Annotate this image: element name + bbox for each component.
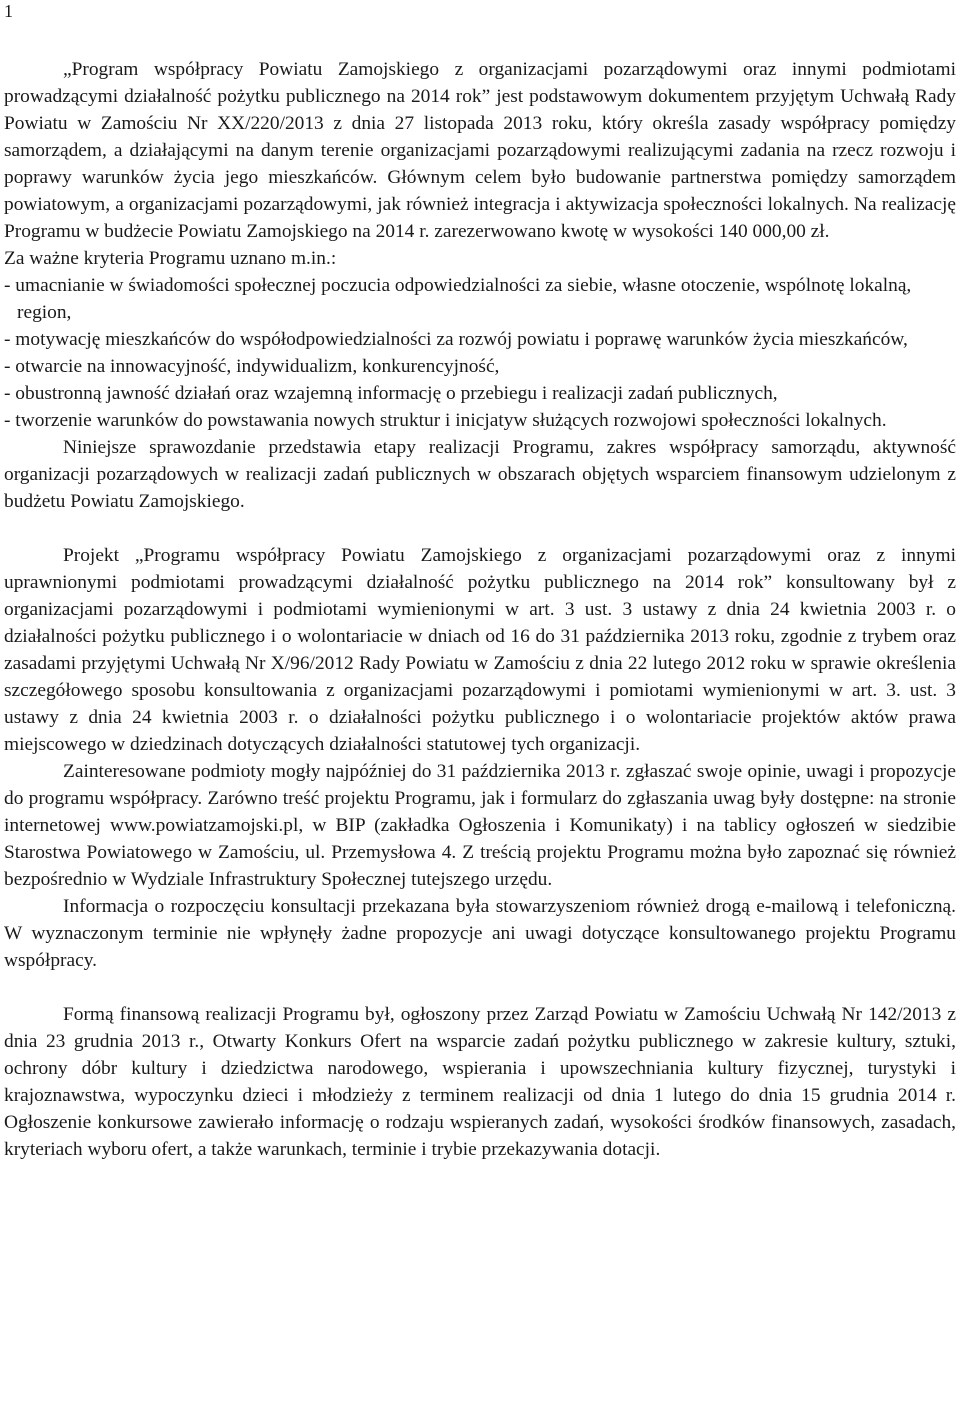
financing-paragraph: Formą finansową realizacji Programu był, ogłoszony przez Zarząd Powiatu w Zamościu Uchwałą Nr 142/2013 z dnia 23 grudnia 2013 r., Otwarty Konkurs Ofert na wsparcie zadań pożytku publicznego w zakresie kultury, sztuki, ochrony dóbr kultury i dziedzictwa narodowego, wspierania i upowszechniania kultury fizycznej, turystyki i krajoznawstwa, wypoczynku dzieci i młodzieży z terminem realizacji od dnia 1 lutego do dnia 15 grudnia 2014 r. Ogłoszenie konkursowe zawierało informację o rodzaju wspieranych zadań, wysokości środków finansowych, zasadach, kryteriach wyboru ofert, a także warunkach, terminie i trybie przekazywania dotacji. — [4, 1004, 956, 1160]
submissions-paragraph: Zainteresowane podmioty mogły najpóźniej do 31 października 2013 r. zgłaszać swoje opinie, uwagi i propozycje do programu współpracy. Zarówno treść projektu Programu, jak i formularz do zgłaszania uwag były dostępne: na stronie internetowej www.powiatzamojski.pl, w BIP (zakładka Ogłoszenia i Komunikaty) i na tablicy ogłoszeń w siedzibie Starostwa Powiatowego w Zamościu, ul. Przemysłowa 4. Z treścią projektu Programu można było zapoznać się również bezpośrednio w Wydziale Infrastruktury Społecznej tutejszego urzędu. — [4, 761, 956, 890]
document-body — [4, 56, 956, 1163]
page-number: 1 — [4, 1, 13, 21]
criteria-heading: Za ważne kryteria Programu uznano m.in.: — [4, 248, 337, 269]
criteria-item: - motywację mieszkańców do współodpowiedzialności za rozwój powiatu i poprawę warunków życia mieszkańców, — [4, 329, 908, 350]
consultation-paragraph: Projekt „Programu współpracy Powiatu Zamojskiego z organizacjami pozarządowymi oraz z innymi uprawnionymi podmiotami prowadzącymi działalność pożytku publicznego na 2014 rok” konsultowany był z organizacjami pozarządowymi i podmiotami wymienionymi w art. 3 ust. 3 ustawy z dnia 24 kwietnia 2003 r. o działalności pożytku publicznego i o wolontariacie w dniach od 16 do 31 października 2013 roku, zgodnie z trybem oraz zasadami przyjętymi Uchwałą Nr X/96/2012 Rady Powiatu w Zamościu z dnia 22 lutego 2012 roku w sprawie określenia szczegółowego sposobu konsultowania z organizacjami pozarządowymi i pomiotami wymienionymi w art. 3. ust. 3 ustawy z dnia 24 kwietnia 2003 r. o działalności pożytku publicznego i o wolontariacie projektów aktów prawa miejscowego w dziedzinach dotyczących działalności statutowej tych organizacji. — [4, 545, 956, 755]
intro-paragraph: „Program współpracy Powiatu Zamojskiego z organizacjami pozarządowymi oraz innymi podmiotami prowadzącymi działalność pożytku publicznego na 2014 rok” jest podstawowym dokumentem przyjętym Uchwałą Rady Powiatu w Zamościu Nr XX/220/2013 z dnia 27 listopada 2013 roku, który określa zasady współpracy pomiędzy samorządem, a działającymi na danym terenie organizacjami pozarządowymi realizującymi zadania na rzecz rozwoju i poprawy warunków życia jego mieszkańców. Głównym celem było budowanie partnerstwa pomiędzy samorządem powiatowym, a organizacjami pozarządowymi, jak również integracja i aktywizacja społeczności lokalnych. Na realizację Programu w budżecie Powiatu Zamojskiego na 2014 r. zarezerwowano kwotę w wysokości 140 000,00 zł. — [4, 59, 956, 242]
report-scope-paragraph: Niniejsze sprawozdanie przedstawia etapy realizacji Programu, zakres współpracy samorządu, aktywność organizacji pozarządowych w realizacji zadań publicznych w obszarach objętych wsparciem finansowym udzielonym z budżetu Powiatu Zamojskiego. — [4, 437, 956, 512]
criteria-item: - tworzenie warunków do powstawania nowych struktur i inicjatyw służących rozwojowi społeczności lokalnych. — [4, 410, 887, 431]
criteria-item: - umacnianie w świadomości społecznej poczucia odpowiedzialności za siebie, własne otoczenie, wspólnotę lokalną, region, — [4, 275, 912, 323]
criteria-item: - obustronną jawność działań oraz wzajemną informację o przebiegu i realizacji zadań publicznych, — [4, 383, 778, 404]
criteria-item: - otwarcie na innowacyjność, indywidualizm, konkurencyjność, — [4, 356, 500, 377]
information-paragraph: Informacja o rozpoczęciu konsultacji przekazana była stowarzyszeniom również drogą e-mailową i telefoniczną. W wyznaczonym terminie nie wpłynęły żadne propozycje ani uwagi dotyczące konsultowanego projektu Programu współpracy. — [4, 896, 956, 971]
